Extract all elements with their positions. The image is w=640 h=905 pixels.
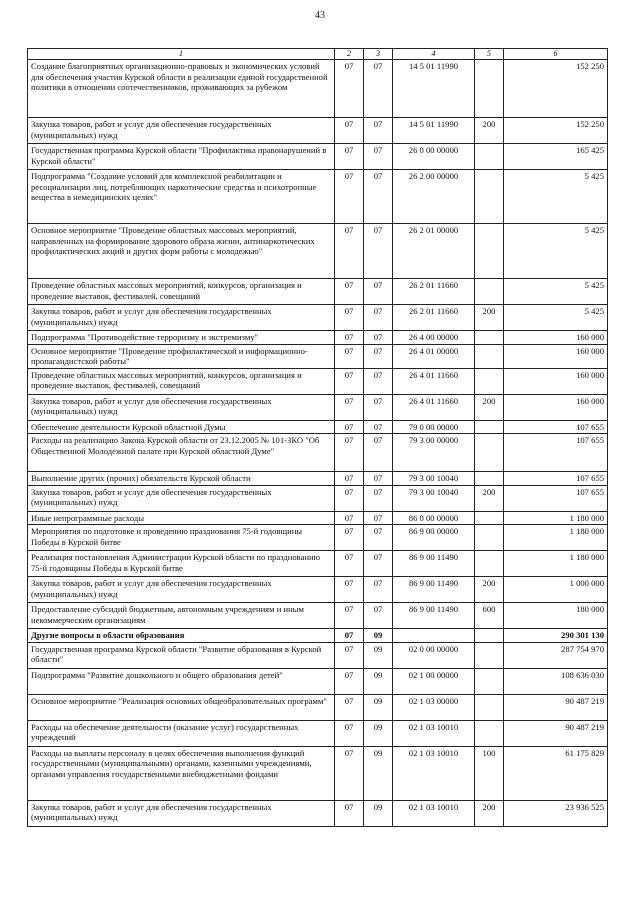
row-subsection: 07 [364,118,393,144]
table-row [28,800,608,826]
table-row [28,629,608,642]
row-subsection: 07 [364,331,393,344]
row-target-code: 86 0 00 00000 [393,511,475,524]
row-section: 07 [335,800,364,826]
row-expense-type [475,694,504,720]
table-row [28,472,608,485]
row-subsection: 09 [364,642,393,668]
row-expense-type [475,420,504,433]
table-row [28,144,608,170]
row-target-code: 26 2 01 00000 [393,224,475,279]
row-amount: 5 425 [504,305,608,331]
row-subsection: 09 [364,629,393,642]
row-section: 07 [335,368,364,394]
row-name: Проведение областных массовых мероприятий, конкурсов, организация и проведение выставок, фестивалей, совещаний [28,368,335,394]
row-target-code: 79 3 00 00000 [393,434,475,472]
row-target-code: 86 9 00 11490 [393,603,475,629]
row-subsection: 07 [364,577,393,603]
row-subsection: 07 [364,394,393,420]
table-row [28,344,608,368]
row-amount: 152 250 [504,60,608,118]
row-section: 07 [335,344,364,368]
row-expense-type: 200 [475,577,504,603]
row-name: Обеспечение деятельности Курской областной Думы [28,420,335,433]
table-body [28,60,608,826]
table-row [28,170,608,224]
row-name: Основное мероприятие "Реализация основных общеобразовательных программ" [28,694,335,720]
row-subsection: 07 [364,368,393,394]
header-col-1: 1 [28,49,335,60]
row-target-code: 86 9 00 11490 [393,577,475,603]
row-amount: 160 000 [504,368,608,394]
row-subsection: 07 [364,525,393,551]
row-name: Создание благоприятных организационно-правовых и экономических условий для обеспечения участия Курской области в реализации единой государственной политики в отношении соотечественников, проживающих за рубежом [28,60,335,118]
row-amount: 5 425 [504,279,608,305]
row-subsection: 07 [364,224,393,279]
table-row [28,331,608,344]
row-amount: 1 180 000 [504,525,608,551]
table-row [28,642,608,668]
row-subsection: 07 [364,603,393,629]
row-section: 07 [335,746,364,800]
row-expense-type [475,279,504,305]
row-name: Государственная программа Курской области "Развитие образования в Курской области" [28,642,335,668]
row-section: 07 [335,551,364,577]
row-section: 07 [335,642,364,668]
row-expense-type [475,224,504,279]
row-subsection: 07 [364,511,393,524]
row-target-code: 02 1 03 00000 [393,694,475,720]
row-amount: 180 000 [504,603,608,629]
row-target-code: 26 4 00 00000 [393,331,475,344]
row-subsection: 09 [364,746,393,800]
row-name: Основное мероприятие "Проведение областных массовых мероприятий, направленных на формирование здорового образа жизни, антинаркотических профилактических акций и других форм работы с молодежью" [28,224,335,279]
row-target-code: 02 1 03 10010 [393,746,475,800]
row-target-code: 02 1 00 00000 [393,668,475,694]
row-expense-type [475,434,504,472]
row-section: 07 [335,331,364,344]
row-amount: 108 636 030 [504,668,608,694]
row-subsection: 09 [364,720,393,746]
row-target-code [393,629,475,642]
table-row [28,305,608,331]
row-target-code: 79 0 00 00000 [393,420,475,433]
table-row [28,746,608,800]
row-target-code: 02 0 00 00000 [393,642,475,668]
row-section: 07 [335,434,364,472]
row-name: Подпрограмма "Создание условий для комплексной реабилитации и ресоциализации лиц, потребляющих наркотические средства и психотропные вещества в немедицинских целях" [28,170,335,224]
row-amount: 61 175 829 [504,746,608,800]
row-target-code: 02 1 03 10010 [393,800,475,826]
table-row [28,118,608,144]
row-section: 07 [335,511,364,524]
row-target-code: 86 9 00 11490 [393,551,475,577]
row-expense-type [475,629,504,642]
row-name: Расходы на выплаты персоналу в целях обеспечения выполнения функций государственными (муниципальными) органами, казенными учреждениями, органами управления государственными внебюджетными фондами [28,746,335,800]
row-section: 07 [335,305,364,331]
header-col-5: 5 [475,49,504,60]
row-target-code: 26 4 01 11660 [393,368,475,394]
row-amount: 160 000 [504,331,608,344]
row-expense-type [475,525,504,551]
row-subsection: 09 [364,800,393,826]
row-section: 07 [335,720,364,746]
row-expense-type: 100 [475,746,504,800]
row-name: Закупка товаров, работ и услуг для обеспечения государственных (муниципальных) нужд [28,305,335,331]
row-name: Мероприятия по подготовке и проведению празднования 75-й годовщины Победы в Курской битве [28,525,335,551]
row-amount: 107 655 [504,472,608,485]
row-subsection: 07 [364,344,393,368]
table-row [28,434,608,472]
page-number: 43 [315,10,325,21]
row-amount: 1 000 000 [504,577,608,603]
row-expense-type [475,144,504,170]
table-row [28,694,608,720]
row-name: Государственная программа Курской области "Профилактика правонарушений в Курской области" [28,144,335,170]
row-section: 07 [335,118,364,144]
row-amount: 90 487 219 [504,720,608,746]
row-target-code: 26 2 01 11660 [393,279,475,305]
row-name: Проведение областных массовых мероприятий, конкурсов, организация и проведение выставок, фестивалей, совещаний [28,279,335,305]
row-expense-type [475,511,504,524]
row-name: Закупка товаров, работ и услуг для обеспечения государственных (муниципальных) нужд [28,118,335,144]
row-section: 07 [335,279,364,305]
row-expense-type [475,344,504,368]
row-amount: 5 425 [504,170,608,224]
table-row [28,551,608,577]
row-amount: 5 425 [504,224,608,279]
table-row [28,60,608,118]
row-subsection: 07 [364,485,393,511]
row-expense-type [475,170,504,224]
row-section: 07 [335,603,364,629]
header-col-3: 3 [364,49,393,60]
row-expense-type [475,668,504,694]
row-target-code: 14 5 01 11990 [393,118,475,144]
row-section: 07 [335,394,364,420]
row-expense-type [475,472,504,485]
row-subsection: 07 [364,551,393,577]
row-subsection: 07 [364,305,393,331]
row-target-code: 02 1 03 10010 [393,720,475,746]
row-expense-type: 200 [475,800,504,826]
row-name: Расходы на обеспечение деятельности (оказание услуг) государственных учреждений [28,720,335,746]
row-name: Иные непрограммные расходы [28,511,335,524]
row-expense-type [475,551,504,577]
row-subsection: 09 [364,694,393,720]
table-row [28,224,608,279]
budget-table [27,48,608,827]
row-section: 07 [335,668,364,694]
header-col-2: 2 [335,49,364,60]
row-name: Закупка товаров, работ и услуг для обеспечения государственных (муниципальных) нужд [28,800,335,826]
row-expense-type [475,720,504,746]
table-row [28,368,608,394]
row-amount: 90 487 219 [504,694,608,720]
row-target-code: 14 5 01 11990 [393,60,475,118]
table-row [28,485,608,511]
row-section: 07 [335,694,364,720]
row-target-code: 26 4 01 11660 [393,394,475,420]
row-subsection: 07 [364,472,393,485]
row-section: 07 [335,485,364,511]
row-target-code: 26 4 01 00000 [393,344,475,368]
row-target-code: 26 2 01 11660 [393,305,475,331]
table-row [28,525,608,551]
row-section: 07 [335,629,364,642]
row-section: 07 [335,420,364,433]
table-row [28,720,608,746]
row-subsection: 09 [364,668,393,694]
row-amount: 152 250 [504,118,608,144]
table-row [28,511,608,524]
row-amount: 1 180 000 [504,551,608,577]
row-expense-type [475,642,504,668]
row-amount: 290 301 130 [504,629,608,642]
row-subsection: 07 [364,279,393,305]
row-target-code: 26 2 00 00000 [393,170,475,224]
row-name: Выполнение других (прочих) обязательств Курской области [28,472,335,485]
row-section: 07 [335,170,364,224]
table-row [28,603,608,629]
row-name: Закупка товаров, работ и услуг для обеспечения государственных (муниципальных) нужд [28,394,335,420]
row-amount: 23 936 525 [504,800,608,826]
row-section: 07 [335,472,364,485]
row-subsection: 07 [364,420,393,433]
row-section: 07 [335,525,364,551]
row-name: Реализация постановления Администрации Курской области по празднованию 75-й годовщины Победы в Курской битве [28,551,335,577]
row-amount: 160 000 [504,344,608,368]
row-subsection: 07 [364,170,393,224]
table-row [28,577,608,603]
table-row [28,279,608,305]
row-name: Расходы на реализацию Закона Курской области от 23.12.2005 № 101-ЗКО "Об Общественной Молодежной палате при Курской областной Думе" [28,434,335,472]
header-col-4: 4 [393,49,475,60]
row-expense-type: 200 [475,118,504,144]
row-amount: 1 180 000 [504,511,608,524]
table-row [28,420,608,433]
row-expense-type: 200 [475,485,504,511]
row-expense-type: 200 [475,394,504,420]
row-name: Закупка товаров, работ и услуг для обеспечения государственных (муниципальных) нужд [28,577,335,603]
row-amount: 287 754 970 [504,642,608,668]
row-target-code: 79 3 00 10040 [393,485,475,511]
row-subsection: 07 [364,60,393,118]
row-amount: 107 655 [504,420,608,433]
row-name: Предоставление субсидий бюджетным, автономным учреждениям и иным некоммерческим организациям [28,603,335,629]
row-expense-type: 200 [475,305,504,331]
row-amount: 160 000 [504,394,608,420]
row-amount: 107 655 [504,485,608,511]
row-expense-type: 600 [475,603,504,629]
row-subsection: 07 [364,144,393,170]
row-section: 07 [335,577,364,603]
row-name: Закупка товаров, работ и услуг для обеспечения государственных (муниципальных) нужд [28,485,335,511]
row-target-code: 79 3 00 10040 [393,472,475,485]
row-section: 07 [335,144,364,170]
row-name: Основное мероприятие "Проведение профилактической и информационно-пропагандистской работы" [28,344,335,368]
header-col-6: 6 [504,49,608,60]
row-expense-type [475,60,504,118]
row-name: Другие вопросы в области образования [28,629,335,642]
row-section: 07 [335,224,364,279]
row-amount: 107 655 [504,434,608,472]
header-row [28,49,608,60]
row-target-code: 26 0 00 00000 [393,144,475,170]
row-expense-type [475,368,504,394]
row-expense-type [475,331,504,344]
row-name: Подпрограмма "Противодействие терроризму и экстремизму" [28,331,335,344]
row-amount: 165 425 [504,144,608,170]
table-row [28,394,608,420]
row-subsection: 07 [364,434,393,472]
table-row [28,668,608,694]
row-section: 07 [335,60,364,118]
row-target-code: 86 9 00 00000 [393,525,475,551]
row-name: Подпрограмма "Развитие дошкольного и общего образования детей" [28,668,335,694]
